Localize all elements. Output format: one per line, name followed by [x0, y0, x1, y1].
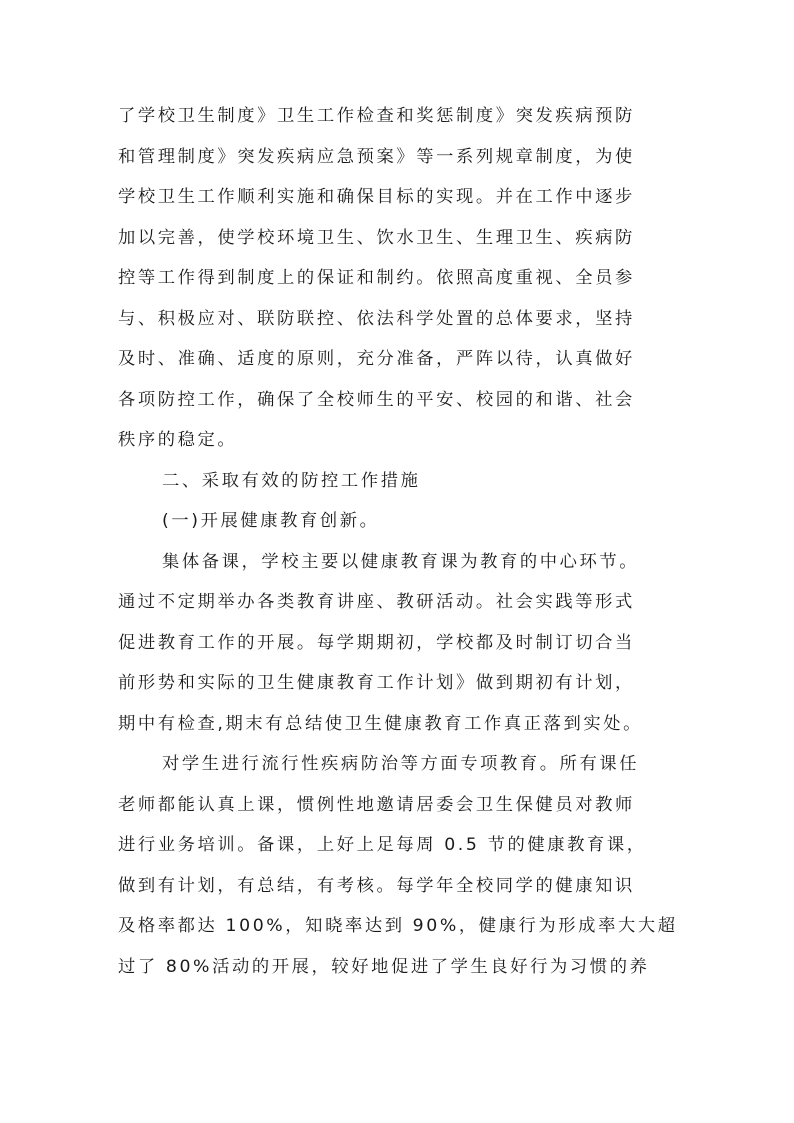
text-line: 集体备课，学校主要以健康教育课为教育的中心环节。 — [162, 551, 640, 572]
text-line: 各项防控工作，确保了全校师生的平安、校园的和谐、社会 — [118, 389, 635, 410]
text-line: 通过不定期举办各类教育讲座、教研活动。社会实践等形式 — [118, 592, 635, 612]
text-line: 进行业务培训。备课，上好上足每周 0.5 节的健康教育课， — [118, 835, 647, 855]
text-line: 促进教育工作的开展。每学期期初，学校都及时制订切合当 — [118, 632, 635, 653]
text-line: 二、采取有效的防控工作措施 — [162, 470, 421, 491]
text-line: 学校卫生工作顺利实施和确保目标的实现。并在工作中逐步 — [118, 187, 635, 207]
text-line: 与、积极应对、联防联控、依法科学处置的总体要求，坚持 — [118, 308, 635, 329]
text-line: 对学生进行流行性疾病防治等方面专项教育。所有课任 — [162, 754, 640, 774]
text-line: 及时、准确、适度的原则，充分准备，严阵以待，认真做好 — [118, 349, 635, 369]
text-line: 期中有检查,期末有总结使卫生健康教育工作真正落到实处。 — [118, 713, 644, 734]
text-line: 加以完善，使学校环境卫生、饮水卫生、生理卫生、疾病防 — [118, 227, 635, 248]
text-line: 及格率都达 100%，知晓率达到 90%，健康行为形成率大大超 — [118, 916, 678, 936]
text-line: (一)开展健康教育创新。 — [162, 511, 380, 531]
text-line: 了学校卫生制度》卫生工作检查和奖惩制度》突发疾病预防 — [118, 106, 635, 126]
text-line: 控等工作得到制度上的保证和制约。依照高度重视、全员参 — [118, 268, 635, 288]
text-line: 和管理制度》突发疾病应急预案》等一系列规章制度，为使 — [118, 146, 635, 167]
text-line: 过了 80%活动的开展，较好地促进了学生良好行为习惯的养 — [118, 956, 650, 977]
text-line: 老师都能认真上课，惯例性地邀请居委会卫生保健员对教师 — [118, 794, 635, 815]
text-line: 前形势和实际的卫生健康教育工作计划》做到期初有计划， — [118, 673, 635, 693]
text-line: 做到有计划，有总结，有考核。每学年全校同学的健康知识 — [118, 875, 635, 896]
text-line: 秩序的稳定。 — [118, 430, 238, 450]
